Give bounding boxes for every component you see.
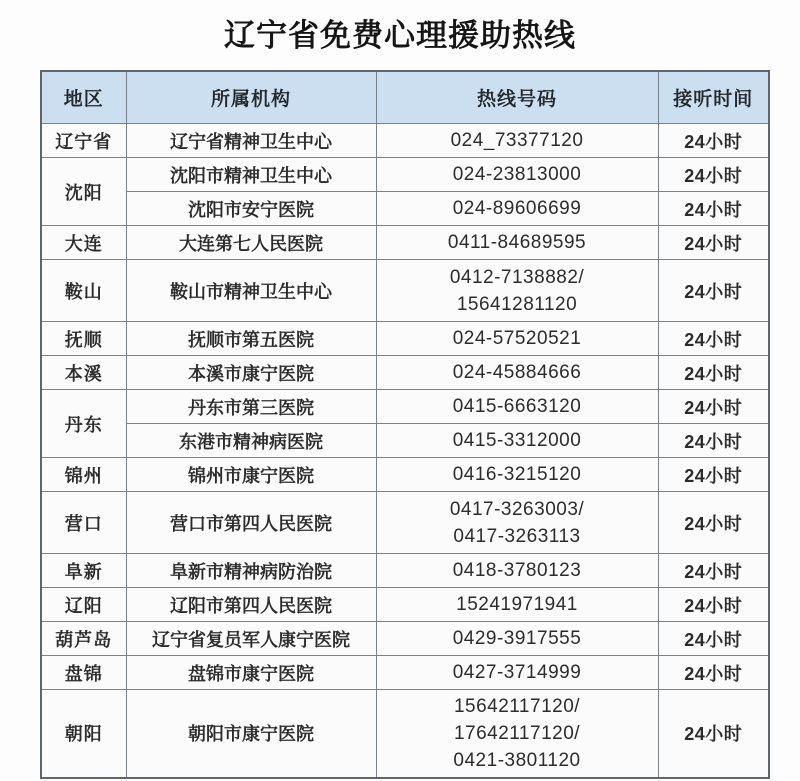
phone-number: 0417-3263113 (453, 525, 581, 547)
phone-number: 024-45884666 (452, 362, 582, 383)
page (0, 10, 800, 781)
region-cell: 朝阳 (41, 690, 126, 778)
time-cell: 24小时 (658, 622, 769, 656)
phone-cell (376, 356, 658, 390)
region-cell: 抚顺 (41, 322, 126, 356)
col-header-region: 地区 (41, 71, 126, 124)
org-cell: 抚顺市第五医院 (126, 322, 376, 356)
time-cell: 24小时 (658, 390, 769, 424)
table-row (41, 554, 769, 588)
region-cell: 辽宁省 (41, 124, 126, 158)
table-row (41, 226, 769, 260)
phone-number: 0418-3780123 (452, 560, 582, 581)
header-row (41, 71, 769, 124)
phone-cell (376, 656, 658, 690)
table-row (41, 622, 769, 656)
time-cell: 24小时 (658, 554, 769, 588)
table-row (41, 390, 769, 424)
phone-cell (376, 458, 658, 492)
time-cell: 24小时 (658, 260, 769, 322)
table-row (41, 656, 769, 690)
phone-cell (376, 260, 658, 322)
phone-cell (376, 192, 658, 226)
org-cell: 锦州市康宁医院 (126, 458, 376, 492)
time-cell: 24小时 (658, 492, 769, 554)
org-cell: 营口市第四人民医院 (126, 492, 376, 554)
table-row (41, 322, 769, 356)
time-cell: 24小时 (658, 588, 769, 622)
org-cell: 沈阳市安宁医院 (126, 192, 376, 226)
phone-cell (376, 492, 658, 554)
time-cell: 24小时 (658, 158, 769, 192)
table-row (41, 458, 769, 492)
time-cell: 24小时 (658, 356, 769, 390)
phone-number: 0411-84689595 (447, 232, 587, 253)
org-cell: 丹东市第三医院 (126, 390, 376, 424)
region-cell: 沈阳 (41, 158, 126, 226)
table-row (41, 492, 769, 554)
region-cell: 丹东 (41, 390, 126, 458)
region-cell: 营口 (41, 492, 126, 554)
table-row (41, 158, 769, 192)
phone-cell (376, 690, 658, 778)
time-cell: 24小时 (658, 690, 769, 778)
phone-cell (376, 424, 658, 458)
phone-number: 024-23813000 (452, 164, 582, 185)
table-row (41, 192, 769, 226)
org-cell: 盘锦市康宁医院 (126, 656, 376, 690)
org-cell: 鞍山市精神卫生中心 (126, 260, 376, 322)
phone-cell (376, 226, 658, 260)
org-cell: 沈阳市精神卫生中心 (126, 158, 376, 192)
time-cell: 24小时 (658, 124, 769, 158)
time-cell: 24小时 (658, 424, 769, 458)
phone-number: 17642117120/ (453, 722, 581, 744)
region-cell: 葫芦岛 (41, 622, 126, 656)
phone-cell (376, 124, 658, 158)
table-row (41, 424, 769, 458)
phone-cell (376, 622, 658, 656)
phone-cell (376, 390, 658, 424)
col-header-time: 接听时间 (658, 71, 769, 124)
table-row (41, 124, 769, 158)
col-header-org: 所属机构 (126, 71, 376, 124)
phone-cell (376, 554, 658, 588)
phone-number: 0417-3263003/ (449, 498, 585, 520)
phone-cell (376, 158, 658, 192)
phone-number: 0416-3215120 (452, 464, 582, 485)
phone-cell (376, 322, 658, 356)
org-cell: 东港市精神病医院 (126, 424, 376, 458)
phone-number: 15642117120/ (453, 695, 581, 717)
phone-number: 024_73377120 (450, 130, 584, 151)
time-cell: 24小时 (658, 226, 769, 260)
region-cell: 锦州 (41, 458, 126, 492)
table-row (41, 260, 769, 322)
org-cell: 阜新市精神病防治院 (126, 554, 376, 588)
phone-number: 0427-3714999 (452, 662, 582, 683)
phone-number: 024-57520521 (452, 328, 582, 349)
page-title: 辽宁省免费心理援助热线 (224, 18, 576, 53)
phone-number: 0429-3917555 (452, 628, 582, 649)
phone-number: 15641281120 (456, 293, 578, 315)
phone-number: 0412-7138882/ (449, 266, 585, 288)
phone-number: 0415-3312000 (452, 430, 582, 451)
region-cell: 本溪 (41, 356, 126, 390)
region-cell: 辽阳 (41, 588, 126, 622)
phone-number: 0421-3801120 (453, 749, 581, 771)
table-row (41, 356, 769, 390)
phone-number: 0415-6663120 (452, 396, 582, 417)
org-cell: 辽宁省复员军人康宁医院 (126, 622, 376, 656)
org-cell: 辽阳市第四人民医院 (126, 588, 376, 622)
region-cell: 盘锦 (41, 656, 126, 690)
phone-cell (376, 588, 658, 622)
table-row (41, 588, 769, 622)
table-row (41, 690, 769, 778)
org-cell: 大连第七人民医院 (126, 226, 376, 260)
phone-number: 024-89606699 (452, 198, 582, 219)
org-cell: 辽宁省精神卫生中心 (126, 124, 376, 158)
org-cell: 本溪市康宁医院 (126, 356, 376, 390)
time-cell: 24小时 (658, 656, 769, 690)
hotline-table (40, 70, 770, 779)
col-header-phone: 热线号码 (376, 71, 658, 124)
time-cell: 24小时 (658, 322, 769, 356)
phone-number: 15241971941 (456, 594, 578, 615)
region-cell: 大连 (41, 226, 126, 260)
org-cell: 朝阳市康宁医院 (126, 690, 376, 778)
time-cell: 24小时 (658, 192, 769, 226)
region-cell: 鞍山 (41, 260, 126, 322)
time-cell: 24小时 (658, 458, 769, 492)
region-cell: 阜新 (41, 554, 126, 588)
